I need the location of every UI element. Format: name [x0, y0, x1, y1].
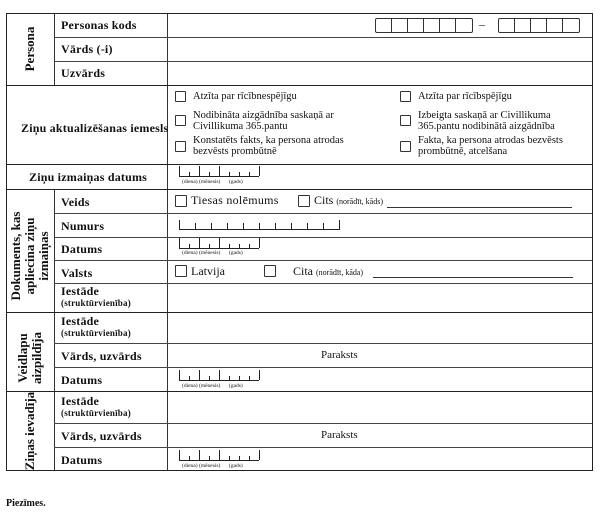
filler-institution-sub: (struktūrvienība): [61, 328, 131, 338]
divider: [54, 260, 592, 261]
document-date-label: Datums: [61, 242, 103, 256]
notes-label: Piezīmes.: [6, 498, 46, 509]
reason-checkbox[interactable]: [400, 91, 411, 102]
date-caption-day: (diena): [182, 463, 198, 469]
divider: [7, 189, 592, 190]
section-change-date: Ziņu izmaiņas datums: [29, 170, 148, 184]
document-institution-sub: (struktūrvienība): [61, 298, 131, 308]
section-persona: Persona: [22, 26, 37, 72]
entrant-institution-sub: (struktūrvienība): [61, 408, 131, 418]
personal-code-part2[interactable]: [498, 18, 580, 33]
latvia-label: Latvija: [191, 264, 225, 278]
filler-institution-label: [61, 316, 131, 339]
latvia-checkbox[interactable]: [175, 265, 187, 277]
personal-code-label: Personas kods: [61, 18, 137, 32]
date-caption-month: (mēnesis): [199, 463, 221, 469]
entrant-name-label: Vārds, uzvārds: [61, 429, 142, 443]
section-reason: Ziņu aktualizēšanas iemesls: [21, 121, 169, 135]
divider: [54, 14, 55, 85]
entrant-institution-text: Iestāde: [61, 394, 100, 408]
divider: [7, 312, 592, 313]
document-date-field[interactable]: [179, 238, 259, 258]
personal-code-part1[interactable]: [375, 18, 473, 33]
date-caption-day: (diena): [182, 250, 198, 256]
change-date-field[interactable]: [179, 166, 259, 186]
reason-option: Nodibināta aizgādnība saskaņā ar Civillikuma 365.pantu: [193, 110, 334, 132]
section-document: Dokuments, kas apliecina ziņu izmaiņas: [8, 211, 51, 301]
reason-option: Atzīta par rīcībspējīgu: [418, 91, 512, 102]
other-country-text: Cita: [293, 264, 313, 278]
section-filler: Veidlapu aizpildīja: [15, 332, 44, 385]
section-entrant: Ziņas ievadīja: [22, 391, 37, 471]
filler-date-label: Datums: [61, 373, 103, 387]
reason-option: Atzīta par rīcībnespējīgu: [193, 91, 297, 102]
reason-checkbox[interactable]: [175, 91, 186, 102]
reason-checkbox[interactable]: [400, 141, 411, 152]
reason-checkbox[interactable]: [175, 115, 186, 126]
first-name-label: Vārds (-i): [61, 42, 113, 56]
filler-date-field[interactable]: [179, 370, 259, 390]
divider: [54, 189, 55, 470]
entrant-institution-field[interactable]: [169, 393, 589, 422]
divider: [7, 85, 592, 86]
filler-institution-field[interactable]: [169, 314, 589, 342]
other-country-checkbox[interactable]: [264, 265, 276, 277]
document-institution-text: Iestāde: [61, 284, 100, 298]
entrant-institution-label: [61, 396, 131, 419]
filler-name-label: Vārds, uzvārds: [61, 349, 142, 363]
document-institution-label: [61, 286, 131, 309]
reason-checkbox[interactable]: [400, 115, 411, 126]
other-country-input[interactable]: [373, 277, 573, 278]
reason-checkbox[interactable]: [175, 141, 186, 152]
entrant-date-field[interactable]: [179, 450, 259, 470]
reason-option: Fakta, ka persona atrodas bezvēsts prombūtnē, atcelšana: [418, 135, 563, 157]
divider: [7, 391, 592, 392]
document-number-label: Numurs: [61, 219, 105, 233]
date-caption-year: (gads): [229, 463, 243, 469]
date-caption-month: (mēnesis): [199, 383, 221, 389]
divider: [54, 237, 592, 238]
document-type-label: Veids: [61, 195, 90, 209]
document-institution-field[interactable]: [169, 284, 589, 311]
country-label: Valsts: [61, 266, 93, 280]
other-document-label: [314, 195, 383, 207]
date-caption-day: (diena): [182, 383, 198, 389]
surname-label: Uzvārds: [61, 66, 106, 80]
divider: [54, 343, 592, 344]
other-document-input[interactable]: [387, 207, 572, 208]
data-change-form: [6, 13, 593, 471]
date-caption-year: (gads): [229, 250, 243, 256]
divider: [54, 423, 592, 424]
divider: [7, 164, 592, 165]
court-decision-checkbox[interactable]: [175, 195, 187, 207]
other-country-hint: (norādīt, kāda): [316, 268, 364, 277]
date-caption-year: (gads): [229, 179, 243, 185]
date-caption-year: (gads): [229, 383, 243, 389]
surname-field[interactable]: [169, 62, 589, 84]
other-document-checkbox[interactable]: [298, 195, 310, 207]
reason-option: Konstatēts fakts, ka persona atrodas bezvēsts prombūtnē: [193, 135, 344, 157]
date-caption-month: (mēnesis): [199, 250, 221, 256]
divider: [54, 213, 592, 214]
personal-code-separator: –: [479, 17, 485, 31]
reason-option: Izbeigta saskaņā ar Civillikuma 365.pantu nodibinātā aizgādnība: [418, 110, 555, 132]
filler-signature-label: Paraksts: [321, 349, 358, 361]
entrant-signature-label: Paraksts: [321, 429, 358, 441]
filler-institution-text: Iestāde: [61, 314, 100, 328]
divider: [167, 14, 168, 470]
divider: [54, 367, 592, 368]
other-country-label: [293, 266, 363, 278]
document-number-field[interactable]: [179, 219, 339, 230]
court-decision-label: Tiesas nolēmums: [191, 193, 279, 207]
first-name-field[interactable]: [169, 38, 589, 60]
divider: [54, 447, 592, 448]
entrant-date-label: Datums: [61, 453, 103, 467]
other-document-hint: (norādīt, kāds): [336, 197, 383, 206]
date-caption-month: (mēnesis): [199, 179, 221, 185]
other-document-text: Cits: [314, 193, 334, 207]
date-caption-day: (diena): [182, 179, 198, 185]
